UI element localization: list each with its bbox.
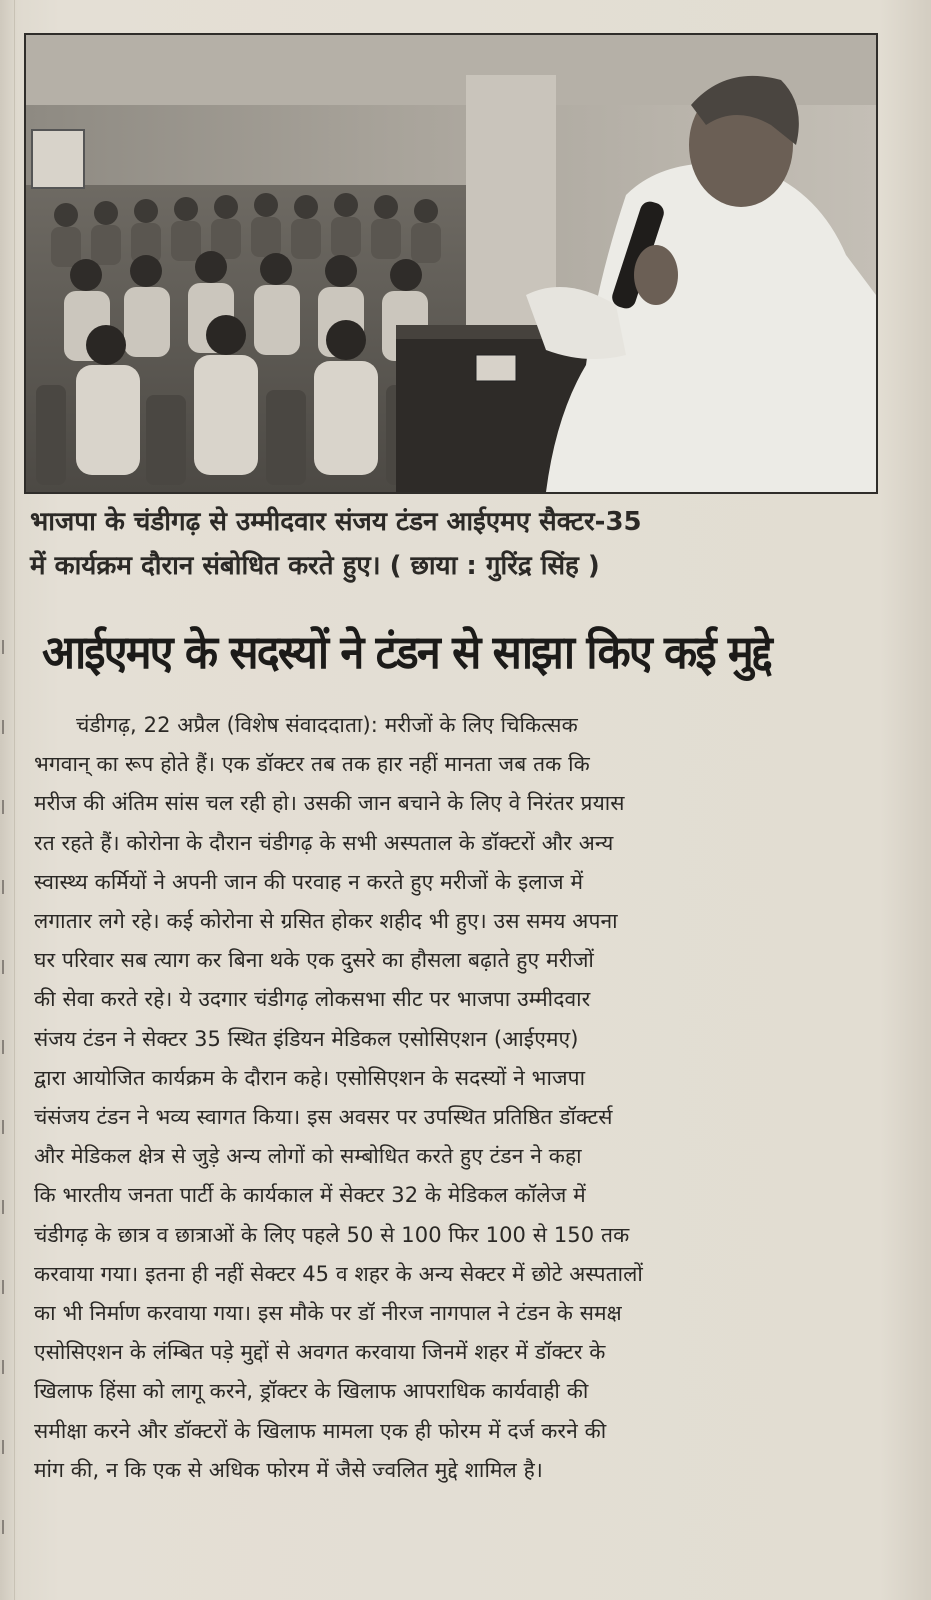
body-line: द्वारा आयोजित कार्यक्रम के दौरान कहे। एसोसिएशन के सदस्यों ने भाजपा: [34, 1065, 586, 1090]
body-line: चंडीगढ़, 22 अप्रैल (विशेष संवाददाता): मरीजों के लिए चिकित्सक: [76, 713, 578, 737]
wall-notice: [32, 130, 84, 188]
body-line: मांग की, न कि एक से अधिक फोरम में जैसे ज्वलित मुद्दे शामिल है।: [34, 1457, 543, 1482]
body-line: का भी निर्माण करवाया गया। इस मौके पर डॉ नीरज नागपाल ने टंडन के समक्ष: [34, 1301, 622, 1326]
body-line: भगवान् का रूप होते हैं। एक डॉक्टर तब तक हार नहीं मानता जब तक कि: [34, 752, 590, 777]
body-line: समीक्षा करने और डॉक्टरों के खिलाफ मामला एक ही फोरम में दर्ज करने की: [34, 1418, 607, 1443]
margin-fragment: [2, 1520, 10, 1534]
margin-fragment: [2, 880, 10, 894]
margin-fragment: [2, 1360, 10, 1374]
body-line: खिलाफ हिंसा को लागू करने, ड्रॉक्टर के खिलाफ आपराधिक कार्यवाही की: [34, 1379, 589, 1404]
body-line: लगातार लगे रहे। कई कोरोना से ग्रसित होकर शहीद भी हुए। उस समय अपना: [34, 909, 618, 934]
body-line: संजय टंडन ने सेक्टर 35 स्थित इंडियन मेडिकल एसोसिएशन (आईएमए): [34, 1026, 579, 1051]
body-line: मरीज की अंतिम सांस चल रही हो। उसकी जान बचाने के लिए वे निरंतर प्रयास: [34, 791, 625, 816]
body-line: घर परिवार सब त्याग कर बिना थके एक दुसरे का हौसला बढ़ाते हुए मरीजों: [34, 948, 594, 973]
margin-fragment: [2, 720, 10, 734]
body-line: एसोसिएशन के लंम्बित पड़े मुद्दों से अवगत करवाया जिनमें शहर में डॉक्टर के: [34, 1340, 606, 1365]
article-body: [34, 706, 884, 1490]
body-line: और मेडिकल क्षेत्र से जुड़े अन्य लोगों को सम्बोधित करते हुए टंडन ने कहा: [34, 1144, 582, 1169]
caption-line-2: में कार्यक्रम दौरान संबोधित करते हुए। ( छाया : गुरिंद्र सिंह ): [30, 551, 600, 581]
margin-fragment: [2, 1200, 10, 1214]
body-line: चंसंजय टंडन ने भव्य स्वागत किया। इस अवसर पर उपस्थित प्रतिष्ठित डॉक्टर्स: [34, 1105, 613, 1130]
margin-fragment: [2, 800, 10, 814]
photo-caption: [30, 500, 880, 588]
body-line: की सेवा करते रहे। ये उदगार चंडीगढ़ लोकसभा सीट पर भाजपा उम्मीदवार: [34, 987, 591, 1012]
body-line: कि भारतीय जनता पार्टी के कार्यकाल में सेक्टर 32 के मेडिकल कॉलेज में: [34, 1183, 586, 1208]
caption-line-1: भाजपा के चंडीगढ़ से उम्मीदवार संजय टंडन आईएमए सैक्टर-35: [30, 507, 642, 537]
body-line: करवाया गया। इतना ही नहीं सेक्टर 45 व शहर के अन्य सेक्टर में छोटे अस्पतालों: [34, 1261, 643, 1286]
body-line: चंडीगढ़ के छात्र व छात्राओं के लिए पहले 50 से 100 फिर 100 से 150 तक: [34, 1222, 630, 1247]
margin-fragment: [2, 1120, 10, 1134]
adjacent-column-edge: [0, 0, 15, 1600]
body-line: रत रहते हैं। कोरोना के दौरान चंडीगढ़ के सभी अस्पताल के डॉक्टरों और अन्य: [34, 830, 614, 855]
margin-fragment: [2, 1440, 10, 1454]
margin-fragment: [2, 1280, 10, 1294]
body-line: स्वास्थ्य कर्मियों ने अपनी जान की परवाह न करते हुए मरीजों के इलाज में: [34, 869, 584, 894]
news-photo: [24, 33, 878, 494]
article-headline: आईएमए के सदस्यों ने टंडन से साझा किए कई मुद्दे: [42, 625, 771, 679]
margin-fragment: [2, 1040, 10, 1054]
margin-fragment: [2, 640, 10, 654]
news-photo-illustration: [26, 35, 876, 492]
margin-fragment: [2, 960, 10, 974]
